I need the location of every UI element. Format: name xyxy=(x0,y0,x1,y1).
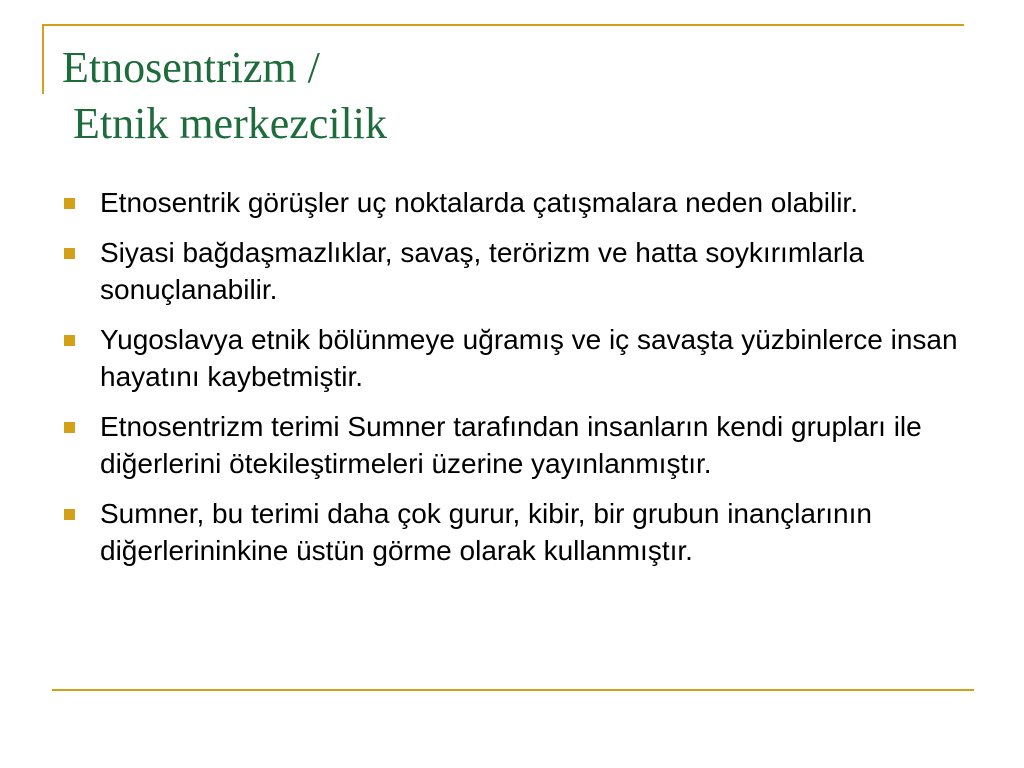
bullet-item xyxy=(62,495,962,569)
bullet-text: Yugoslavya etnik bölünmeye uğramış ve iç savaşta yüzbinlerce insan hayatını kaybetmiştir. xyxy=(100,324,958,392)
frame-top-line xyxy=(42,24,964,26)
bullet-text: Sumner, bu terimi daha çok gurur, kibir, bir grubun inançlarının diğerlerininkine üstün görme olarak kullanmıştır. xyxy=(100,498,872,566)
square-bullet-icon xyxy=(64,198,75,209)
square-bullet-icon xyxy=(64,422,75,433)
bullet-item xyxy=(62,321,962,395)
frame-left-line xyxy=(42,24,44,94)
square-bullet-icon xyxy=(64,248,75,259)
square-bullet-icon xyxy=(64,509,75,520)
bullet-text: Etnosentrizm terimi Sumner tarafından insanların kendi grupları ile diğerlerini ötekileştirmeleri üzerine yayınlanmıştır. xyxy=(100,411,922,479)
bullet-list xyxy=(62,184,962,582)
slide-title-line-2: Etnik merkezcilik xyxy=(62,99,387,148)
bullet-text: Siyasi bağdaşmazlıklar, savaş, terörizm ve hatta soykırımlarla sonuçlanabilir. xyxy=(100,237,865,305)
slide-title-line-1: Etnosentrizm / xyxy=(62,43,320,92)
bullet-item xyxy=(62,234,962,308)
bullet-text: Etnosentrik görüşler uç noktalarda çatışmalara neden olabilir. xyxy=(100,187,858,218)
bullet-item xyxy=(62,408,962,482)
frame-bottom-line xyxy=(52,689,974,691)
square-bullet-icon xyxy=(64,335,75,346)
slide-title xyxy=(62,40,387,152)
bullet-item xyxy=(62,184,962,221)
